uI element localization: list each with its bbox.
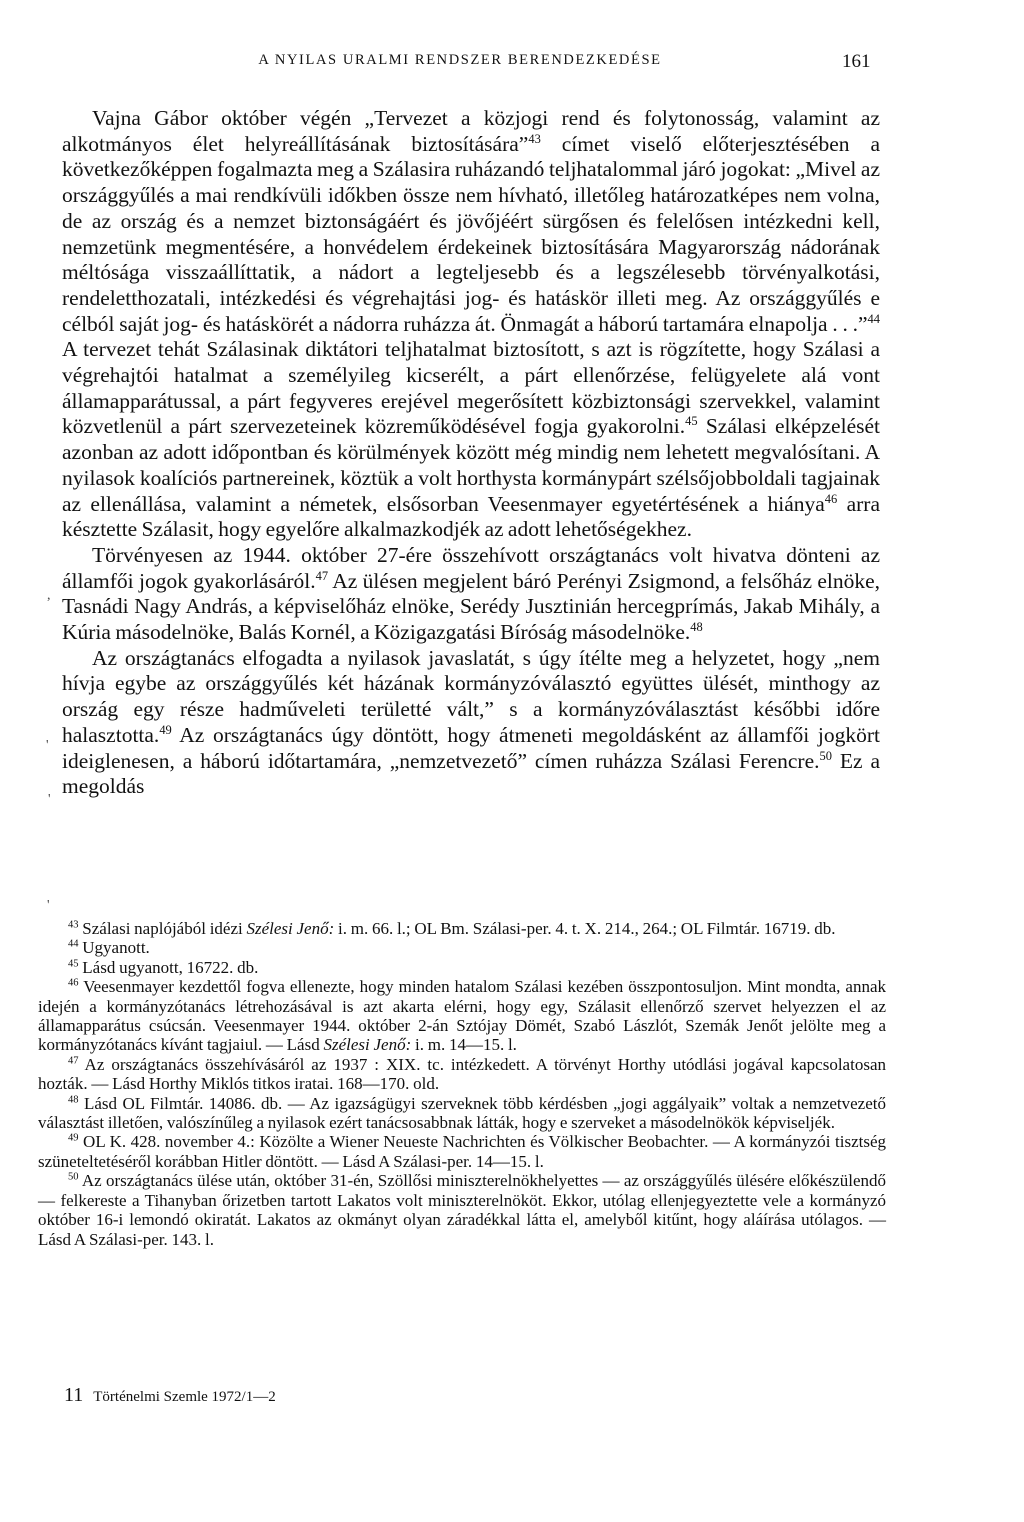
footnote-43: $^{43}$ Szálasi naplójából idézi Szélesi Jenő: i. m. 66. l.; OL Bm. Szálasi-per. 4. t. X. 214., 264.; OL Filmtár. 16719. db. bbox=[68, 919, 836, 938]
footnote-ref[interactable]: 43 bbox=[528, 131, 541, 146]
footnote-50: $^{50}$ Az országtanács ülése után, október 31-én, Szöllősi miniszterelnökhelyettes — az országgyűlés ülésére előkészülendő — felkereste a Tihanyban őrizetben tartott Lakatos volt miniszterelnököt. Ekkor, utólag ellenjegyeztette vele a kormányzó október 16-i lemondó okiratát. Lakatos az okmányt olyan záradékkal látta el, amelyből kitűnt, hogy aláírása utólagos. — Lásd A Szálasi-per. 143. l. bbox=[38, 1171, 886, 1249]
page-number: 161 bbox=[842, 51, 871, 72]
footnote-46: $^{46}$ Veesenmayer kezdettől fogva ellenezte, hogy minden hatalom Szálasi kezében összpontosuljon. Mint mondta, annak idején a kormányzótanács létrehozásával is azt akarta elérni, hogy egy, Szálasit ellenőrző szervet helyezzen el az államapparátus csúcsán. Veesenmayer 1944. október 2-án Sztójay Dömét, Szabó Lászlót, Szemák Jenőt jelölte meg a kormányzótanács kívánt tagjaiul. — Lásd Szélesi Jenő: i. m. 14—15. l. bbox=[38, 977, 886, 1055]
footnote-ref[interactable]: 48 bbox=[690, 619, 703, 634]
margin-mark: ' bbox=[46, 738, 49, 753]
footnote-ref[interactable]: 46 bbox=[824, 491, 838, 506]
footnote-ref[interactable]: 44 bbox=[867, 311, 880, 326]
footnote-47: $^{47}$ Az országtanács összehívásáról az 1937 : XIX. tc. intézkedett. A törvényt Horthy utódlási jogával kapcsolatosan hozták. — Lásd Horthy Miklós titkos iratai. 168—170. old. bbox=[38, 1054, 886, 1094]
signature-number: 11 bbox=[64, 1384, 84, 1406]
page-footer bbox=[64, 1384, 276, 1407]
footnote-ref[interactable]: 50 bbox=[819, 748, 832, 763]
body-text bbox=[62, 106, 880, 800]
footnote-44: $^{44}$ Ugyanott. bbox=[68, 938, 150, 958]
margin-mark: , bbox=[47, 588, 51, 603]
paragraph: Az országtanács elfogadta a nyilasok javaslatát, s úgy ítélte meg a helyzetet, hogy „nem hívja egybe az országgyűlés két házának kormányzóválasztó együttes ülését, minthogy az ország egy része hadműveleti területté vált,” s a kormányzóválasztást későbbi időre halasztotta.$^{49}$ Az országtanács úgy döntött, hogy átmeneti megoldásként az államfői jogkört ideiglenesen, a háború időtartamára, „nemzetvezető” címen ruházza Szálasi Ferencre.$^{50}$ Ez a megoldás bbox=[62, 645, 880, 799]
margin-mark: ' bbox=[47, 898, 50, 913]
margin-mark: ' bbox=[48, 792, 51, 807]
footnote-45: $^{45}$ Lásd ugyanott, 16722. db. bbox=[68, 957, 259, 977]
footnotes bbox=[38, 919, 886, 1249]
paragraph: Törvényesen az 1944. október 27-ére összehívott országtanács volt hivatva dönteni az államfői jogok gyakorlásáról.$^{47}$ Az ülésen megjelent báró Perényi Zsigmond, a felsőház elnöke, Tasnádi Nagy András, a képviselőház elnöke, Serédy Jusztinián hercegprímás, Jakab Mihály, a Kúria másodelnöke, Balás Kornél, a Közigazgatási Bíróság másodelnöke.$^{48}$ bbox=[62, 542, 881, 645]
footnote-48: $^{48}$ Lásd OL Filmtár. 14086. db. — Az igazságügyi szerveknek több kérdésben „jogi aggályaik” voltak a nemzetvezető választást illetően, valószínűleg a nyilasok ezért tanácsosabbnak látták, hogy e szerveket a másodelnökök képviseljék. bbox=[38, 1093, 886, 1133]
paragraph: Vajna Gábor október végén „Tervezet a közjogi rend és folytonosság, valamint az alkotmányos élet helyreállításának biztosítására”$^{43}$ címet viselő előterjesztésében a következőképpen fogalmazta meg a Szálasira ruházandó teljhatalommal járó jogokat: „Mivel az országgyűlés a mai rendkívüli időkben össze nem hívható, illetőleg határozatképes nem volna, de az ország és a nemzet biztonságáért és jövőjéért sürgősen és felelősen intézkedni kell, nemzetünk megmentésére, a honvédelem érdekeinek biztosítására Magyarország nádorának méltósága visszaállíttatik, a nádort a legteljesebb és a legszélesebb törvényalkotási, rendeletthozatali, intézkedési és végrehajtási jog- és hatáskör illeti meg. Az országgyűlés e célból saját jog- és hatáskörét a nádorra ruházza át. Önmagát a háború tartamára elnapolja . . .”$^{44}$ A tervezet tehát Szálasinak diktátori teljhatalmat biztosított, s azt is rögzítette, hogy Szálasi a végrehajtói hatalmat a személyileg kicserélt, a párt ellenőrzése, felügyelete alá vont államapparátussal, a párt fegyveres erejével megerősített közbiztonsági szervekkel, valamint közvetlenül a párt szervezeteinek közreműködésével fogja gyakorolni.$^{45}$ Szálasi elképzelését azonban az adott időpontban és körülmények között még mindig nem lehetett megvalósítani. A nyilasok koalíciós partnereinek, köztük a volt horthysta kormánypárt szélsőjobboldali tagjainak az ellenállása, valamint a németek, elsősorban Veesenmayer egyetértésének a hiánya$^{46}$ arra késztette Szálasit, hogy egyelőre alkalmazkodjék az adott lehetőségekhez. bbox=[62, 106, 880, 542]
footnote-49: $^{49}$ OL K. 428. november 4.: Közölte a Wiener Neueste Nachrichten és Völkischer Beobachter. — A kormányzói tisztség szüneteltetéséről korábban Hitler döntött. — Lásd A Szálasi-per. 14—15. l. bbox=[38, 1132, 886, 1171]
page-header bbox=[0, 52, 1024, 82]
journal-info: Történelmi Szemle 1972/1—2 bbox=[93, 1389, 276, 1405]
footnote-ref[interactable]: 47 bbox=[315, 568, 329, 583]
footnote-ref[interactable]: 45 bbox=[685, 414, 698, 429]
running-title: A NYILAS URALMI RENDSZER BERENDEZKEDÉSE bbox=[258, 52, 662, 68]
footnote-ref[interactable]: 49 bbox=[159, 722, 172, 737]
